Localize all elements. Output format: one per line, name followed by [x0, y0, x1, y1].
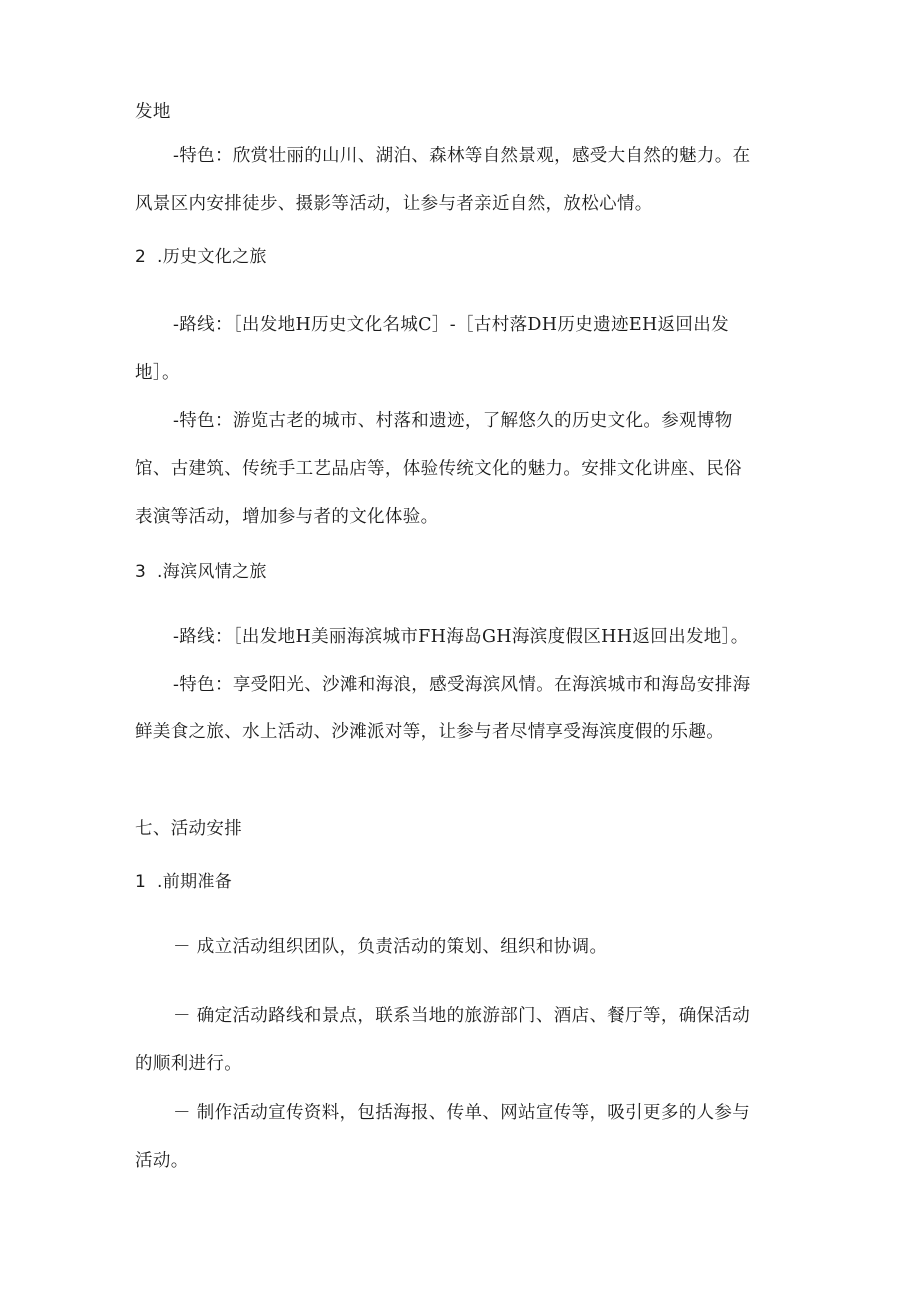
section2-feature-line3: 表演等活动，增加参与者的文化体验。	[135, 507, 439, 527]
section3-title: .海滨风情之旅	[157, 562, 267, 582]
prep-item-1: － 成立活动组织团队，负责活动的策划、组织和协调。	[173, 937, 608, 957]
section1-route-tail: 发地	[135, 102, 171, 122]
section2-route-line1: -路线：［出发地H历史文化名城C］-［古村落DH历史遗迹EH返回出发	[173, 315, 729, 335]
subsection1-title: .前期准备	[157, 872, 233, 892]
section1-feature-line2: 风景区内安排徒步、摄影等活动，让参与者亲近自然，放松心情。	[135, 194, 653, 214]
section3-number: 3	[135, 562, 147, 582]
chapter7-title: 七、活动安排	[135, 819, 243, 839]
subsection1-number: 1	[135, 872, 147, 892]
section2-title: .历史文化之旅	[157, 247, 267, 267]
section2-feature-line2: 馆、古建筑、传统手工艺品店等，体验传统文化的魅力。安排文化讲座、民俗	[135, 459, 742, 479]
prep-item-3-line1: － 制作活动宣传资料，包括海报、传单、网站宣传等，吸引更多的人参与	[173, 1103, 751, 1123]
section2-number: 2	[135, 247, 147, 267]
section2-route-line2: 地］。	[135, 363, 180, 383]
section1-feature-line1: -特色：欣赏壮丽的山川、湖泊、森林等自然景观，感受大自然的魅力。在	[173, 146, 751, 166]
section3-heading	[135, 560, 267, 584]
section3-feature-line1: -特色：享受阳光、沙滩和海浪，感受海滨风情。在海滨城市和海岛安排海	[173, 675, 751, 695]
section2-feature-line1: -特色：游览古老的城市、村落和遗迹，了解悠久的历史文化。参观博物	[173, 411, 733, 431]
subsection1-heading	[135, 870, 232, 894]
section3-route: -路线：［出发地H美丽海滨城市FH海岛GH海滨度假区HH返回出发地］。	[173, 627, 749, 647]
prep-item-2-line1: － 确定活动路线和景点，联系当地的旅游部门、酒店、餐厅等，确保活动	[173, 1006, 751, 1026]
section3-feature-line2: 鲜美食之旅、水上活动、沙滩派对等，让参与者尽情享受海滨度假的乐趣。	[135, 722, 725, 742]
prep-item-2-line2: 的顺利进行。	[135, 1054, 243, 1074]
section2-heading	[135, 245, 267, 269]
prep-item-3-line2: 活动。	[135, 1151, 189, 1171]
